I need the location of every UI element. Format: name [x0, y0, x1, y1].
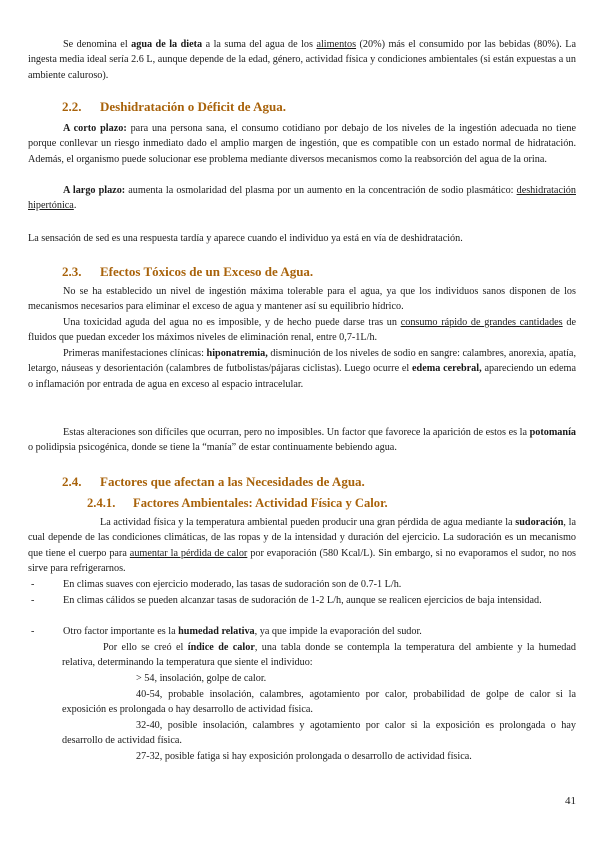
paragraph-no-se-ha: No se ha establecido un nivel de ingestión máxima tolerable para el agua, ya que los individuos sanos disponen de los mecanismos necesarios para eliminar el exceso de agua y mantener así su equilibrio hídrico. [28, 286, 576, 313]
underlined-term: consumo rápido de grandes cantidades [400, 317, 563, 328]
bold-term: edema cerebral, [412, 363, 482, 375]
page-number: 41 [565, 795, 576, 807]
section-heading-2-3 [62, 264, 313, 280]
text: para una persona sana, el consumo cotidiano por debajo de los niveles de la ingestión adecuada no tiene porque conllevar un riesgo inmediato dado el amplio margen de ingestión, que es compatible con un estado normal de hidratación. Además, el organismo puede solucionar ese problema mediante diversos mecanismos como la reabsorción del agua de la orina. [28, 123, 576, 165]
paragraph-agua-dieta [28, 37, 576, 83]
subsection-heading-2-4-1 [87, 496, 388, 511]
text: La actividad física y la temperatura ambiental pueden producir una gran pérdida de agua mediante la [100, 517, 516, 528]
heat-range-27-32: 27-32, posible fatiga si hay exposición prolongada o desarrollo de actividad física. [136, 751, 472, 762]
list-item-text: En climas suaves con ejercicio moderado, las tasas de sudoración son de 0.7-1 L/h. [63, 579, 402, 590]
text: por evaporación (580 Kcal/L). Sin embargo, si no evaporamos el sudor, no nos sirve para refrigerarnos. [28, 547, 577, 575]
text: apareciendo un edema o inflamación por entrada de agua en exceso al espacio intracelular. [28, 363, 576, 390]
bold-term: agua de la dieta [131, 39, 203, 50]
list-item [28, 577, 576, 592]
underlined-term: alimentos [316, 39, 357, 50]
text: Se denomina el [63, 39, 132, 50]
bold-term: sudoración [515, 517, 564, 528]
bold-term: hiponatremia, [206, 348, 268, 359]
dash-bullet: - [31, 579, 35, 590]
section-number: 2.4. [62, 474, 82, 489]
section-title: Efectos Tóxicos de un Exceso de Agua. [100, 264, 314, 279]
paragraph-sensacion-sed: La sensación de sed es una respuesta tardía y aparece cuando el individuo ya está en vía de deshidratación. [28, 233, 463, 244]
text: Una toxicidad aguda del agua no es imposible, y de hecho puede darse tras un [63, 317, 401, 328]
list-item [28, 593, 576, 608]
underlined-term: deshidratación hipertónica [28, 185, 576, 212]
text: aumenta la osmolaridad del plasma por un aumento en la concentración de sodio plasmático: [125, 185, 517, 196]
subsection-title: Factores Ambientales: Actividad Física y Calor. [133, 496, 388, 510]
heat-range-54: > 54, insolación, golpe de calor. [136, 673, 267, 684]
heat-range-32-40: 32-40, posible insolación, calambres y agotamiento por calor si la exposición es prolongada o hay desarrollo de actividad física. [62, 720, 576, 747]
text: . [73, 200, 77, 212]
list-item [28, 624, 576, 639]
text: , ya que impide la evaporación del sudor. [254, 626, 422, 637]
text: Primeras manifestaciones clínicas: [63, 348, 207, 359]
bold-term: A corto plazo: [63, 123, 127, 134]
paragraph-alteraciones [28, 425, 576, 456]
bold-term: A largo plazo: [63, 185, 126, 196]
text: o polidipsia psicogénica, donde se tiene la “manía” de estar continuamente bebiendo agua. [28, 442, 397, 454]
text: Por ello se creó el [103, 642, 188, 653]
paragraph-corto-plazo [28, 121, 576, 167]
section-heading-2-4 [62, 474, 365, 490]
section-number: 2.2. [62, 99, 82, 114]
paragraph-toxicidad [28, 315, 576, 346]
list-item-text: En climas cálidos se pueden alcanzar tasas de sudoración de 1-2 L/h, aunque se realicen ejercicios de baja intensidad. [63, 595, 542, 606]
text: disminución de los niveles de sodio en sangre: calambres, anorexia, apatía, letargo, náuseas y desorientación (calambres de futbolistas/pájaras ciclistas). Luego ocurre el [28, 348, 576, 375]
text: Estas alteraciones son difíciles que ocurran, pero no imposibles. Un factor que favorece la aparición de estos es la [63, 427, 530, 438]
section-title: Factores que afectan a las Necesidades de Agua. [100, 474, 365, 489]
text: de fluidos que puedan exceder los máximos niveles de eliminación renal, entre 0,7-1L/h. [28, 317, 576, 344]
underlined-term: aumentar la pérdida de calor [129, 547, 248, 559]
paragraph-largo-plazo [28, 183, 576, 214]
dash-bullet: - [31, 626, 35, 637]
list-item-text [63, 624, 576, 639]
section-title: Deshidratación o Déficit de Agua. [100, 99, 286, 114]
text: Otro factor importante es la [63, 626, 179, 637]
paragraph-indice-calor [62, 640, 576, 671]
bold-term: humedad relativa [178, 626, 255, 637]
section-heading-2-2 [62, 99, 286, 115]
text: , una tabla donde se contempla la temperatura del ambiente y la humedad relativa, determinando la temperatura que siente el individuo: [62, 642, 576, 669]
text: (20%) más el consumido por las bebidas (80%). La ingesta media ideal sería 2.6 L, aunque depende de la edad, género, actividad física y condiciones ambientales (si están expuestas a un ambiente caluroso). [28, 39, 576, 81]
heat-range-40-54: 40-54, probable insolación, calambres, agotamiento por calor, probabilidad de golpe de calor si la exposición es prolongada o hay desarrollo de actividad física. [62, 689, 576, 716]
text: a la suma del agua de los [202, 39, 317, 50]
paragraph-manifestaciones [28, 346, 576, 392]
section-number: 2.3. [62, 264, 82, 279]
bold-term: potomanía [529, 427, 576, 438]
dash-bullet: - [31, 595, 35, 606]
text: , la cual depende de las condiciones climáticas, de las ropas y de la intensidad y duración del ejercicio. La sudoración es un mecanismo que tiene el cuerpo para [28, 517, 576, 559]
paragraph-actividad-fisica [28, 515, 576, 577]
subsection-number: 2.4.1. [87, 496, 116, 510]
bold-term: índice de calor [187, 642, 255, 653]
